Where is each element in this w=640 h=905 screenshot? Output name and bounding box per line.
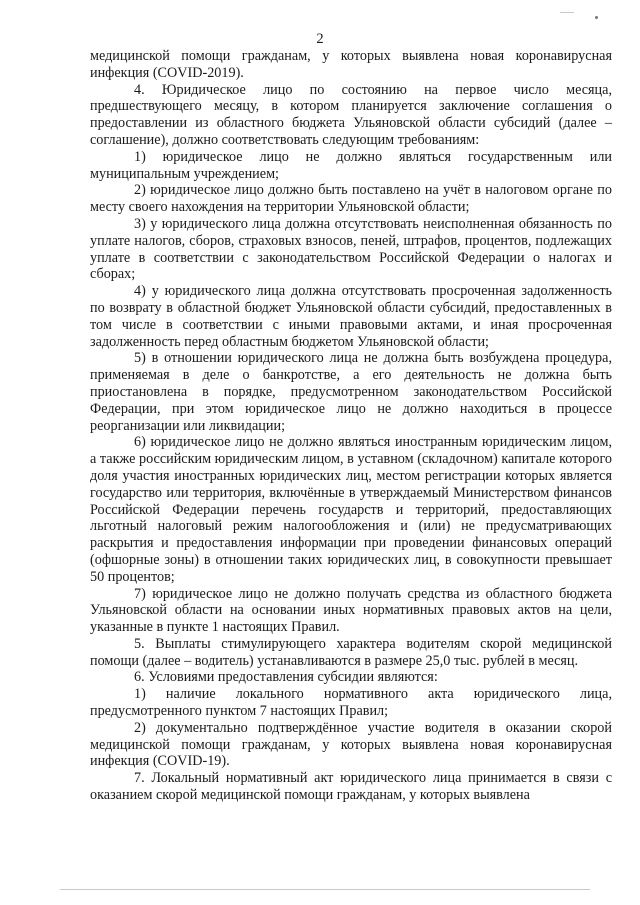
paragraph-continuation: медицинской помощи гражданам, у которых выявлена новая коронавирусная инфекция (COVID-2019). <box>90 48 612 81</box>
paragraph-clause-4: 4. Юридическое лицо по состоянию на первое число месяца, предшествующего месяцу, в котором планируется заключение соглашения о предоставлении из областного бюджета Ульяновской области субсидий (далее – соглашение), должно соответствовать следующим требованиям: <box>90 81 612 148</box>
paragraph-item-4: 4) у юридического лица должна отсутствовать просроченная задолженность по возврату в областной бюджет Ульяновской области субсидий, предоставленных в том числе в соответствии с иными правовыми актами, и иная просроченная задолженность перед областным бюджетом Ульяновской области; <box>90 283 612 350</box>
paragraph-clause-6: 6. Условиями предоставления субсидии являются: <box>134 669 438 686</box>
scan-speck <box>595 16 598 19</box>
paragraph-condition-2: 2) документально подтверждённое участие водителя в оказании скорой медицинской помощи гражданам, у которых выявлена новая коронавирусная инфекция (COVID-19). <box>90 719 612 770</box>
document-body <box>90 48 612 804</box>
paragraph-condition-1: 1) наличие локального нормативного акта юридического лица, предусмотренного пунктом 7 настоящих Правил; <box>90 686 612 720</box>
paragraph-item-6: 6) юридическое лицо не должно являться иностранным юридическим лицом, а также российским юридическим лицом, в уставном (складочном) капитале которого доля участия иностранных юридических лиц, местом регистрации которых является государство или территория, включённые в утверждаемый Министерством финансов Российской Федерации перечень государств и территорий, предоставляющих льготный налоговый режим налогообложения и (или) не предусматривающих раскрытия и предоставления информации при проведении финансовых операций (офшорные зоны) в отношении таких юридических лиц, в совокупности превышает 50 процентов; <box>90 434 612 585</box>
paragraph-clause-7: 7. Локальный нормативный акт юридического лица принимается в связи с оказанием скорой медицинской помощи гражданам, у которых выявлена <box>90 770 612 804</box>
paragraph-item-5: 5) в отношении юридического лица не должна быть возбуждена процедура, применяемая в деле о банкротстве, а его деятельность не должна быть приостановлена в порядке, предусмотренном законодательством Российской Федерации, при этом юридическое лицо не должно находиться в процессе реорганизации или ликвидации; <box>90 350 612 434</box>
page-number: 2 <box>316 31 324 47</box>
paragraph-item-3: 3) у юридического лица должна отсутствовать неисполненная обязанность по уплате налогов, сборов, страховых взносов, пеней, штрафов, процентов, подлежащих уплате в соответствии с законодательством Российской Федерации о налогах и сборах; <box>90 215 612 283</box>
paragraph-item-7: 7) юридическое лицо не должно получать средства из областного бюджета Ульяновской области на основании иных нормативных правовых актов на цели, указанные в пункте 1 настоящих Правил. <box>90 585 612 636</box>
scan-edge-mark <box>60 889 590 890</box>
paragraph-clause-5: 5. Выплаты стимулирующего характера водителям скорой медицинской помощи (далее – водитель) устанавливаются в размере 25,0 тыс. рублей в месяц. <box>90 635 612 669</box>
scan-edge-mark <box>560 12 574 13</box>
paragraph-item-1: 1) юридическое лицо не должно являться государственным или муниципальным учреждением; <box>90 148 612 182</box>
paragraph-item-2: 2) юридическое лицо должно быть поставлено на учёт в налоговом органе по месту своего нахождения на территории Ульяновской области; <box>90 182 612 216</box>
